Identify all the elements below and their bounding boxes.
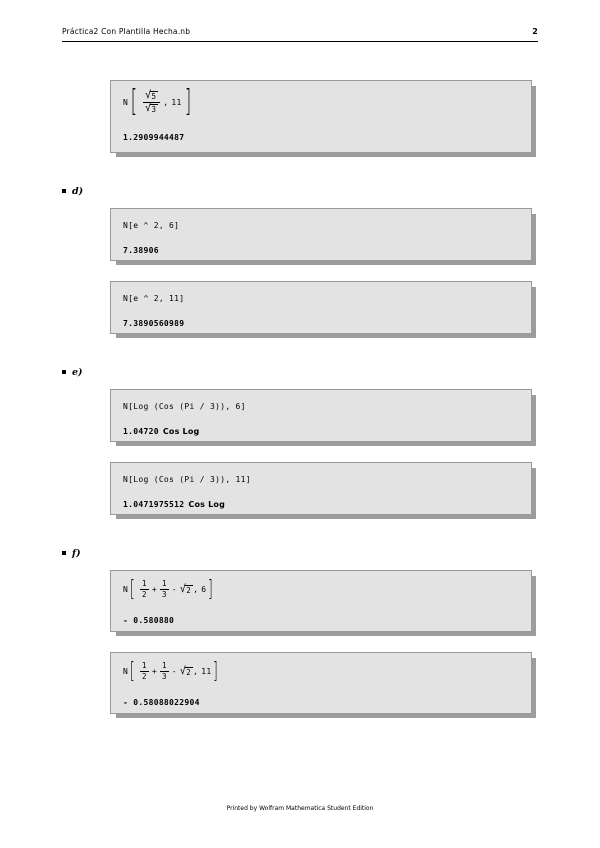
cell-group[interactable] — [110, 80, 534, 153]
output-number: 1.04720 — [123, 427, 159, 436]
section-label-text: d) — [72, 185, 84, 197]
output-number: 1.0471975512 — [123, 500, 185, 509]
input-expression: N[Log (Cos (Pi / 3)), 6] — [123, 401, 246, 411]
output-value: 7.3890560989 — [123, 319, 185, 328]
fraction-one-third: $\frac{1}{3}$ — [161, 579, 167, 600]
bracket-open: [ — [130, 658, 136, 684]
output-value — [123, 499, 519, 510]
output-value: 7.38906 — [123, 246, 159, 255]
operator-plus: + — [151, 667, 157, 677]
output-value: - 0.58088022904 — [123, 697, 200, 707]
operator-minus: - — [171, 585, 177, 595]
page-number: 2 — [532, 27, 538, 36]
cell-group[interactable] — [110, 570, 534, 632]
input-output-cell[interactable] — [110, 462, 532, 515]
page-footer: Printed by Wolfram Mathematica Student Edition — [226, 805, 374, 812]
fraction-one-third: $\frac{1}{3}$ — [161, 661, 167, 682]
precision-digits: 11 — [171, 97, 182, 107]
input-output-cell[interactable] — [110, 80, 532, 153]
section-heading-d — [0, 183, 600, 199]
input-expression: N[e ^ 2, 6] — [123, 220, 180, 230]
sqrt-5: √ 5 — [145, 89, 157, 101]
section-bullet-icon — [62, 551, 66, 555]
function-name: N — [123, 585, 129, 595]
cell-group[interactable] — [110, 462, 534, 515]
output-value: - 0.580880 — [123, 615, 175, 625]
page-header — [62, 27, 538, 36]
document-title: Práctica2 Con Plantilla Hecha.nb — [62, 27, 191, 36]
precision-digits: 11 — [201, 667, 212, 677]
operator-plus: + — [151, 585, 157, 595]
bracket-close: ] — [213, 658, 219, 684]
section-bullet-icon — [62, 370, 66, 374]
bracket-open: [ — [130, 576, 136, 602]
precision-digits: 6 — [201, 585, 207, 595]
section-heading-f — [0, 545, 600, 561]
input-output-cell[interactable] — [110, 652, 532, 714]
header-divider — [62, 41, 538, 42]
fraction-one-half: $\frac{1}{2}$ — [142, 579, 147, 600]
cell-group[interactable] — [110, 281, 534, 334]
section-label-text: f) — [72, 547, 81, 559]
fraction-one-half: $\frac{1}{2}$ — [142, 661, 147, 682]
section-label-text: e) — [72, 366, 83, 378]
output-symbol-tail: Cos Log — [188, 500, 226, 509]
function-name: N — [123, 97, 129, 107]
cell-group[interactable] — [110, 652, 534, 714]
argument-separator: , — [193, 667, 199, 677]
input-output-cell[interactable] — [110, 208, 532, 261]
argument-separator: , — [163, 97, 169, 107]
output-value: 1.2909944487 — [123, 133, 185, 142]
sqrt-2: √ 2 — [179, 665, 192, 677]
argument-separator: , — [193, 585, 199, 595]
input-expression — [123, 84, 519, 119]
cell-group[interactable] — [110, 389, 534, 442]
fraction-sqrt5-sqrt3 — [143, 91, 160, 114]
input-expression: N[e ^ 2, 11] — [123, 293, 185, 303]
sqrt-2: √ 2 — [179, 583, 192, 595]
bracket-close: ] — [208, 576, 214, 602]
operator-minus: - — [171, 667, 177, 677]
input-output-cell[interactable] — [110, 389, 532, 442]
notebook-content — [0, 60, 600, 714]
section-bullet-icon — [62, 189, 66, 193]
cell-group[interactable] — [110, 208, 534, 261]
input-expression — [123, 658, 519, 684]
input-expression: N[Log (Cos (Pi / 3)), 11] — [123, 474, 251, 484]
section-heading-e — [0, 364, 600, 380]
output-value — [123, 426, 519, 437]
input-output-cell[interactable] — [110, 281, 532, 334]
bracket-close: ] — [184, 84, 191, 119]
function-name: N — [123, 667, 129, 677]
bracket-open: [ — [130, 84, 138, 119]
input-expression — [123, 576, 519, 602]
output-symbol-tail: Cos Log — [162, 427, 200, 436]
sqrt-3: √ 3 — [145, 102, 157, 114]
input-output-cell[interactable] — [110, 570, 532, 632]
